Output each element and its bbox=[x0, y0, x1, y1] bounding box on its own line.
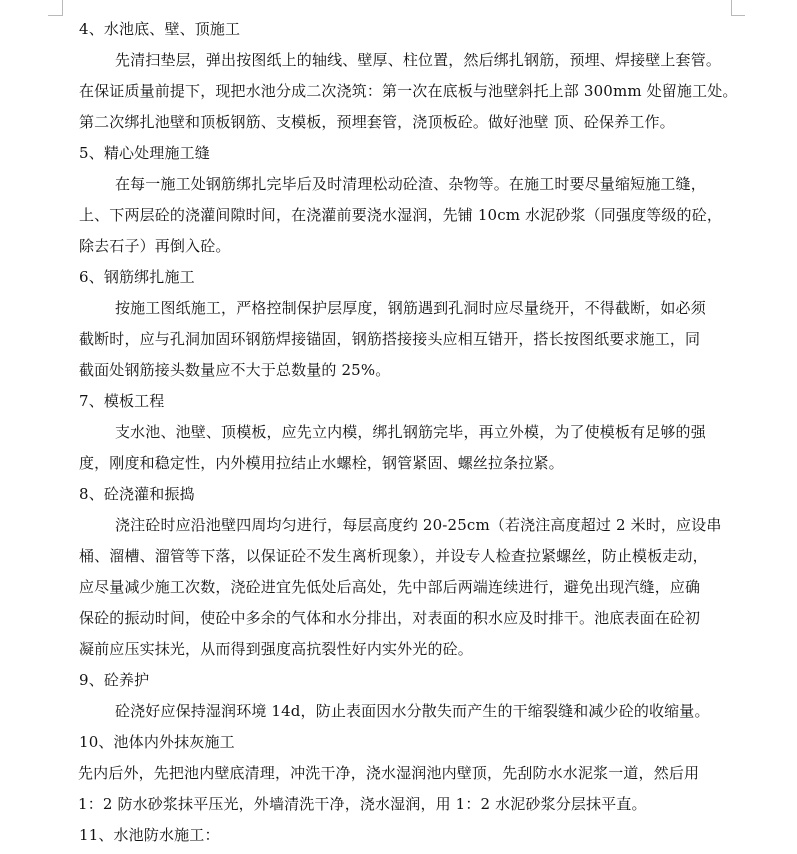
paragraph-line: 按施工图纸施工，严格控制保护层厚度，钢筋遇到孔洞时应尽量绕开，不得截断，如必须 bbox=[115, 299, 706, 317]
paragraph-line: 浇注砼时应沿池壁四周均匀进行，每层高度约 20-25cm（若浇注高度超过 2 米时，应设串 bbox=[115, 516, 722, 534]
paragraph-line: 在每一施工处钢筋绑扎完毕后及时清理松动砼渣、杂物等。在施工时要尽量缩短施工缝， bbox=[115, 175, 706, 193]
paragraph-line: 先内后外，先把池内壁底清理，冲洗干净，浇水湿润池内壁顶，先刮防水水泥浆一道，然后用 bbox=[78, 764, 700, 782]
paragraph-line: 1：2 防水砂浆抹平压光，外墙清洗干净，浇水湿润，用 1：2 水泥砂浆分层抹平直。 bbox=[78, 795, 647, 813]
paragraph-line: 凝前应压实抹光，从而得到强度高抗裂性好内实外光的砼。 bbox=[79, 640, 473, 658]
paragraph-line: 第二次绑扎池壁和顶板钢筋、支模板，预埋套管，浇顶板砼。做好池壁 顶、砼保养工作。 bbox=[79, 113, 675, 131]
section-heading: 7、模板工程 bbox=[79, 392, 165, 410]
paragraph-line: 除去石子）再倒入砼。 bbox=[79, 237, 231, 255]
paragraph-line: 截断时，应与孔洞加固环钢筋焊接锚固，钢筋搭接接头应相互错开，搭长按图纸要求施工，同 bbox=[79, 330, 701, 348]
paragraph-line: 砼浇好应保持湿润环境 14d，防止表面因水分散失而产生的干缩裂缝和减少砼的收缩量。 bbox=[115, 702, 710, 720]
section-heading: 5、精心处理施工缝 bbox=[79, 144, 210, 162]
section-heading: 6、钢筋绑扎施工 bbox=[79, 268, 195, 286]
section-heading: 10、池体内外抹灰施工 bbox=[79, 733, 235, 751]
paragraph-line: 截面处钢筋接头数量应不大于总数量的 25%。 bbox=[79, 361, 391, 379]
page-corner-mark-left bbox=[62, 0, 63, 16]
section-heading: 11、水池防水施工： bbox=[79, 826, 220, 844]
paragraph-line: 在保证质量前提下，现把水池分成二次浇筑：第一次在底板与池壁斜托上部 300mm 处留施工处。 bbox=[79, 82, 738, 100]
section-heading: 4、水池底、壁、顶施工 bbox=[79, 20, 241, 38]
paragraph-line: 上、下两层砼的浇灌间隙时间，在浇灌前要浇水湿润，先铺 10cm 水泥砂浆（同强度等级的砼， bbox=[79, 206, 723, 224]
paragraph-line: 度，刚度和稳定性，内外模用拉结止水螺栓，钢管紧固、螺丝拉条拉紧。 bbox=[79, 454, 564, 472]
paragraph-line: 桶、溜槽、溜管等下落，以保证砼不发生离析现象），并设专人检查拉紧螺丝，防止模板走动， bbox=[79, 547, 708, 565]
section-heading: 8、砼浇灌和振捣 bbox=[79, 485, 195, 503]
page-corner-mark-left-h bbox=[48, 15, 62, 16]
paragraph-line: 支水池、池壁、顶模板，应先立内模，绑扎钢筋完毕，再立外模，为了使模板有足够的强 bbox=[115, 423, 706, 441]
document-body bbox=[79, 14, 739, 851]
paragraph-line: 先清扫垫层，弹出按图纸上的轴线、壁厚、柱位置，然后绑扎钢筋，预埋、焊接壁上套管。 bbox=[115, 51, 722, 69]
paragraph-line: 应尽量减少施工次数，浇砼进宜先低处后高处，先中部后两端连续进行，避免出现汽缝，应确 bbox=[79, 578, 701, 596]
section-heading: 9、砼养护 bbox=[79, 671, 150, 689]
paragraph-line: 保砼的振动时间，使砼中多余的气体和水分排出，对表面的积水应及时排干。池底表面在砼初 bbox=[79, 609, 701, 627]
